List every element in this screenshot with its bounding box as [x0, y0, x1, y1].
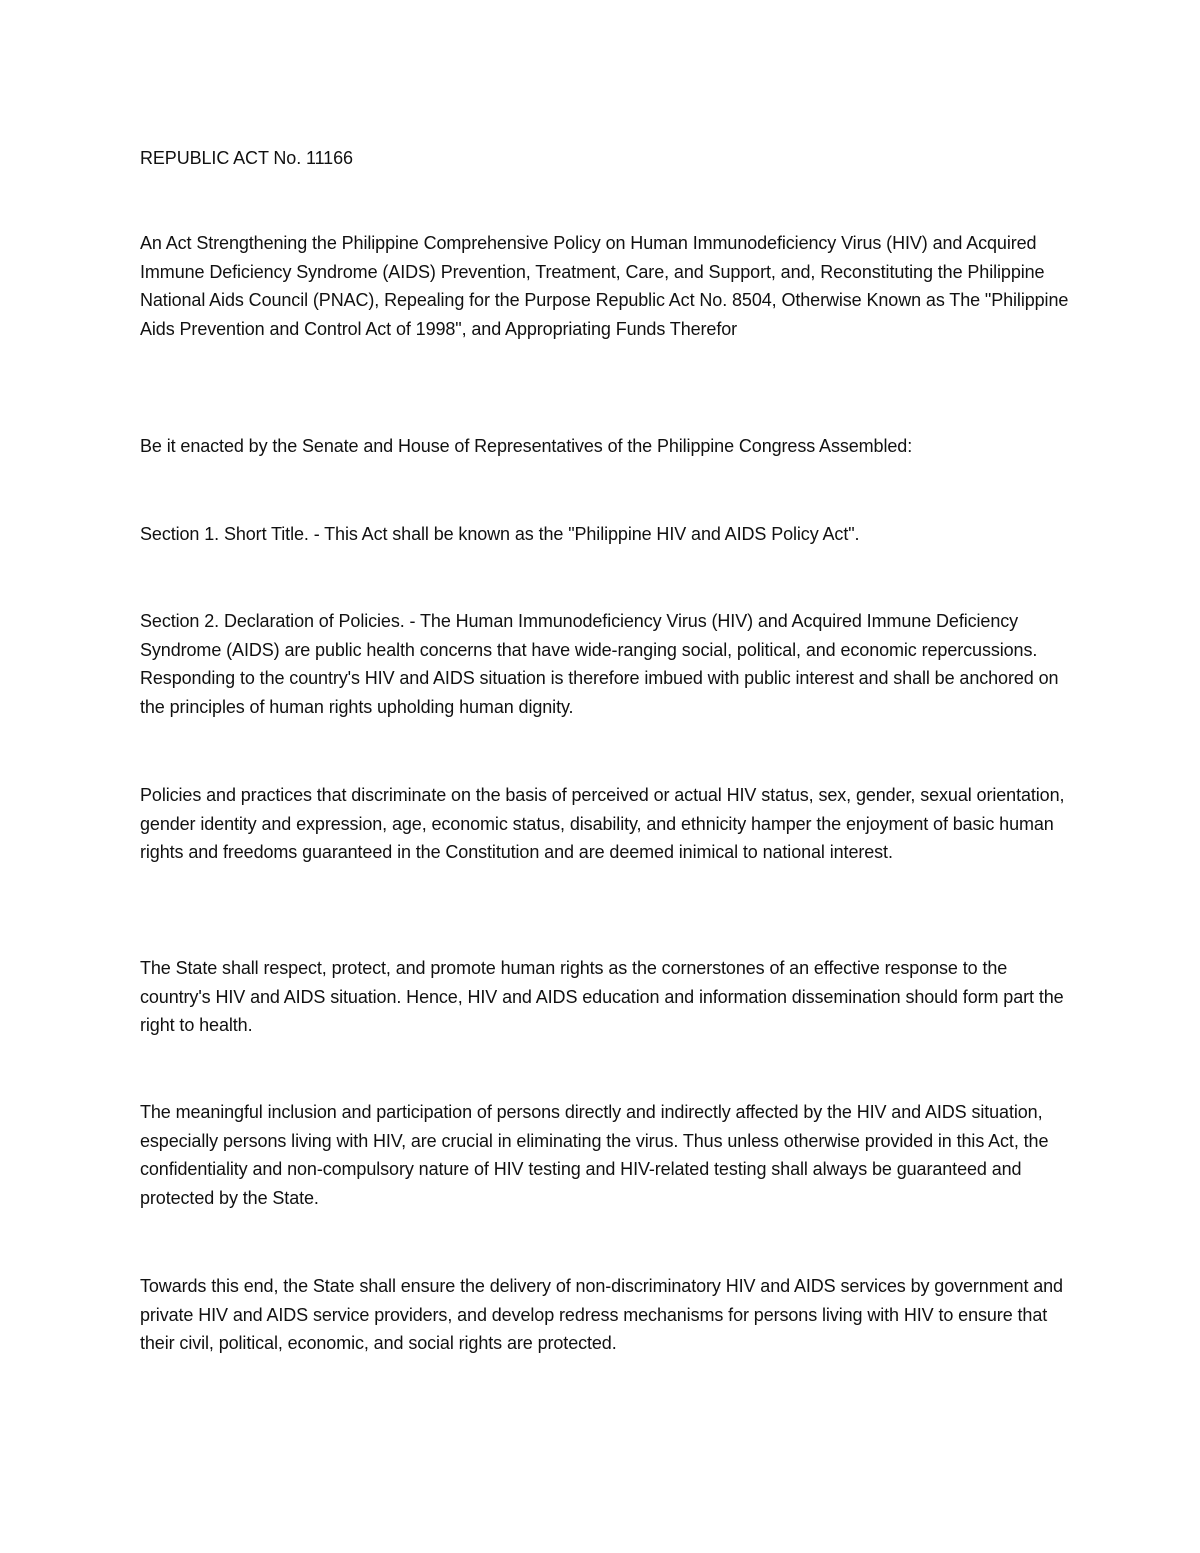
policy-paragraph-discrimination: Policies and practices that discriminate on the basis of perceived or actual HIV status, sex, gender, sexual orientation, gender identity and expression, age, economic status, disability, and ethnicity hamper the enjoyment of basic human rights and freedoms guaranteed in the Constitution and are deemed inimical to national interest.	[140, 785, 1065, 863]
enacting-clause: Be it enacted by the Senate and House of Representatives of the Philippine Congress Assembled:	[140, 436, 913, 456]
policy-paragraph-human-rights: The State shall respect, protect, and promote human rights as the cornerstones of an effective response to the country's HIV and AIDS situation. Hence, HIV and AIDS education and information dissemination should form part the right to health.	[140, 958, 1064, 1036]
document-title: REPUBLIC ACT No. 11166	[140, 148, 353, 168]
section-1-short-title: Section 1. Short Title. - This Act shall be known as the "Philippine HIV and AIDS Policy Act".	[140, 524, 860, 544]
act-long-title: An Act Strengthening the Philippine Comprehensive Policy on Human Immunodeficiency Virus (HIV) and Acquired Immune Deficiency Syndrome (AIDS) Prevention, Treatment, Care, and Support, and, Reconstituting the Philippine National Aids Council (PNAC), Repealing for the Purpose Republic Act No. 8504, Otherwise Known as The "Philippine Aids Prevention and Control Act of 1998", and Appropriating Funds Therefor	[140, 233, 1069, 340]
policy-paragraph-services: Towards this end, the State shall ensure the delivery of non-discriminatory HIV and AIDS services by government and private HIV and AIDS service providers, and develop redress mechanisms for persons living with HIV to ensure that their civil, political, economic, and social rights are protected.	[140, 1276, 1063, 1354]
section-2-declaration-of-policies: Section 2. Declaration of Policies. - The Human Immunodeficiency Virus (HIV) and Acquired Immune Deficiency Syndrome (AIDS) are public health concerns that have wide-ranging social, political, and economic repercussions. Responding to the country's HIV and AIDS situation is therefore imbued with public interest and shall be anchored on the principles of human rights upholding human dignity.	[140, 611, 1059, 718]
policy-paragraph-inclusion: The meaningful inclusion and participation of persons directly and indirectly affected by the HIV and AIDS situation, especially persons living with HIV, are crucial in eliminating the virus. Thus unless otherwise provided in this Act, the confidentiality and non-compulsory nature of HIV testing and HIV-related testing shall always be guaranteed and protected by the State.	[140, 1102, 1049, 1209]
